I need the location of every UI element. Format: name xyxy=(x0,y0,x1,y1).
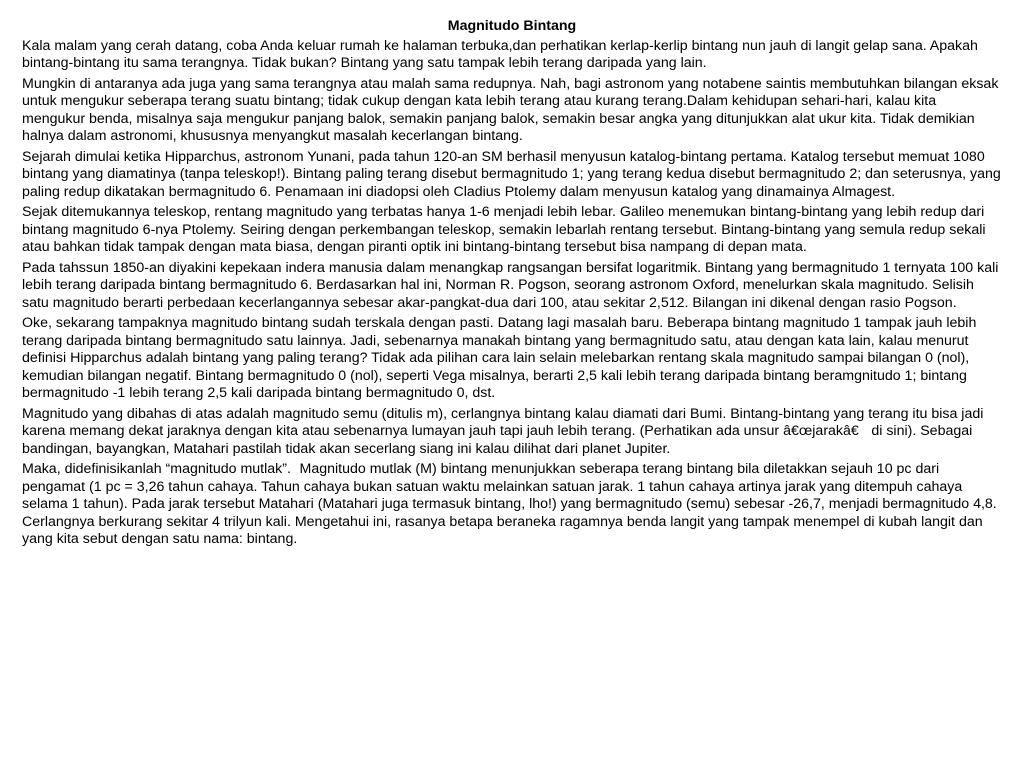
document-title: Magnitudo Bintang xyxy=(447,18,577,34)
paragraph-6: Oke, sekarang tampaknya magnitudo bintang sudah terskala dengan pasti. Datang lagi masalah baru. Beberapa bintang magnitudo 1 tampak jauh lebih terang daripada bintang bermagnitudo satu lainnya. Jadi, sebenarnya manakah bintang yang bermagnitudo satu, atau dengan kata lain, kalau menurut definisi Hipparchus adalah bintang yang paling terang? Tidak ada pilihan cara lain selain melebarkan rentang skala magnitudo sampai bilangan 0 (nol), kemudian bilangan negatif. Bintang bermagnitudo 0 (nol), seperti Vega misalnya, berarti 2,5 kali lebih terang daripada bintang beramgnitudo 1; bintang bermagnitudo -1 lebih terang 2,5 kali daripada bintang bermagnitudo 0, dst. xyxy=(22,315,977,401)
paragraph-4: Sejak ditemukannya teleskop, rentang magnitudo yang terbatas hanya 1-6 menjadi lebih lebar. Galileo menemukan bintang-bintang yang lebih redup dari bintang magnitudo 6-nya Ptolemy. Seiring dengan perkembangan teleskop, semakin lebarlah rentang tersebut. Bintang-bintang yang semula redup sekali atau bahkan tidak tampak dengan mata biasa, dengan piranti optik ini bintang-bintang tersebut bisa nampang di depan mata. xyxy=(22,204,986,255)
document-page xyxy=(22,18,1002,552)
paragraph-7: Magnitudo yang dibahas di atas adalah magnitudo semu (ditulis m), cerlangnya bintang kalau diamati dari Bumi. Bintang-bintang yang terang itu bisa jadi karena memang dekat jaraknya dengan kita atau sebenarnya lumayan jauh tapi jauh lebih terang. (Perhatikan ada unsur â€œjarakâ€ di sini). Sebagai bandingan, bayangkan, Matahari pastilah tidak akan secerlang siang ini kalau dilihat dari planet Jupiter. xyxy=(22,405,984,457)
paragraph-5: Pada tahssun 1850-an diyakini kepekaan indera manusia dalam menangkap rangsangan bersifat logaritmik. Bintang yang bermagnitudo 1 ternyata 100 kali lebih terang daripada bintang bermagnitudo 6. Berdasarkan hal ini, Norman R. Pogson, seorang astronom Oxford, menelurkan skala magnitudo. Selisih satu magnitudo berarti perbedaan kecerlangannya sebesar akar-pangkat-dua dari 100, atau sekitar 2,512. Bilangan ini dikenal dengan rasio Pogson. xyxy=(22,259,999,311)
paragraph-8: Maka, didefinisikanlah “magnitudo mutlak”.Magnitudo mutlak (M) bintang menunjukkan seberapa terang bintang bila diletakkan sejauh 10 pc dari pengamat (1 pc = 3,26 tahun cahaya. Tahun cahaya bukan satuan waktu melainkan satuan jarak. 1 tahun cahaya artinya jarak yang ditempuh cahaya selama 1 tahun). Pada jarak tersebut Matahari (Matahari juga termasuk bintang, lho!) yang bermagnitudo (semu) sebesar -26,7, menjadi bermagnitudo 4,8. Cerlangnya berkurang sekitar 4 trilyun kali. Mengetahui ini, rasanya betapa beraneka ragamnya benda langit yang tampak menempel di kubah langit dan yang kita sebut dengan satu nama: bintang. xyxy=(22,461,997,547)
paragraph-2: Mungkin di antaranya ada juga yang sama terangnya atau malah sama redupnya. Nah, bagi astronom yang notabene saintis membutuhkan bilangan eksak untuk mengukur seberapa terang suatu bintang; tidak cukup dengan kata lebih terang atau kurang terang.Dalam kehidupan sehari-hari, kalau kita mengukur benda, misalnya saja mengukur panjang balok, semakin panjang balok, semakin besar angka yang ditunjukkan alat ukur kita. Tidak demikian halnya dalam astronomi, khususnya menyangkut masalah kecerlangan bintang. xyxy=(22,75,999,144)
paragraph-3: Sejarah dimulai ketika Hipparchus, astronom Yunani, pada tahun 120-an SM berhasil menyusun katalog-bintang pertama. Katalog tersebut memuat 1080 bintang yang diamatinya (tanpa teleskop!). Bintang paling terang disebut bermagnitudo 1; yang terang kedua disebut bermagnitudo 2; dan seterusnya, yang paling redup dikatakan bermagnitudo 6. Penamaan ini diadopsi oleh Cladius Ptolemy dalam menyusun katalog yang dinamainya Almagest. xyxy=(22,148,1001,200)
paragraph-1: Kala malam yang cerah datang, coba Anda keluar rumah ke halaman terbuka,dan perhatikan kerlap-kerlip bintang nun jauh di langit gelap sana. Apakah bintang-bintang itu sama terangnya. Tidak bukan? Bintang yang satu tampak lebih terang daripada yang lain. xyxy=(22,37,978,71)
